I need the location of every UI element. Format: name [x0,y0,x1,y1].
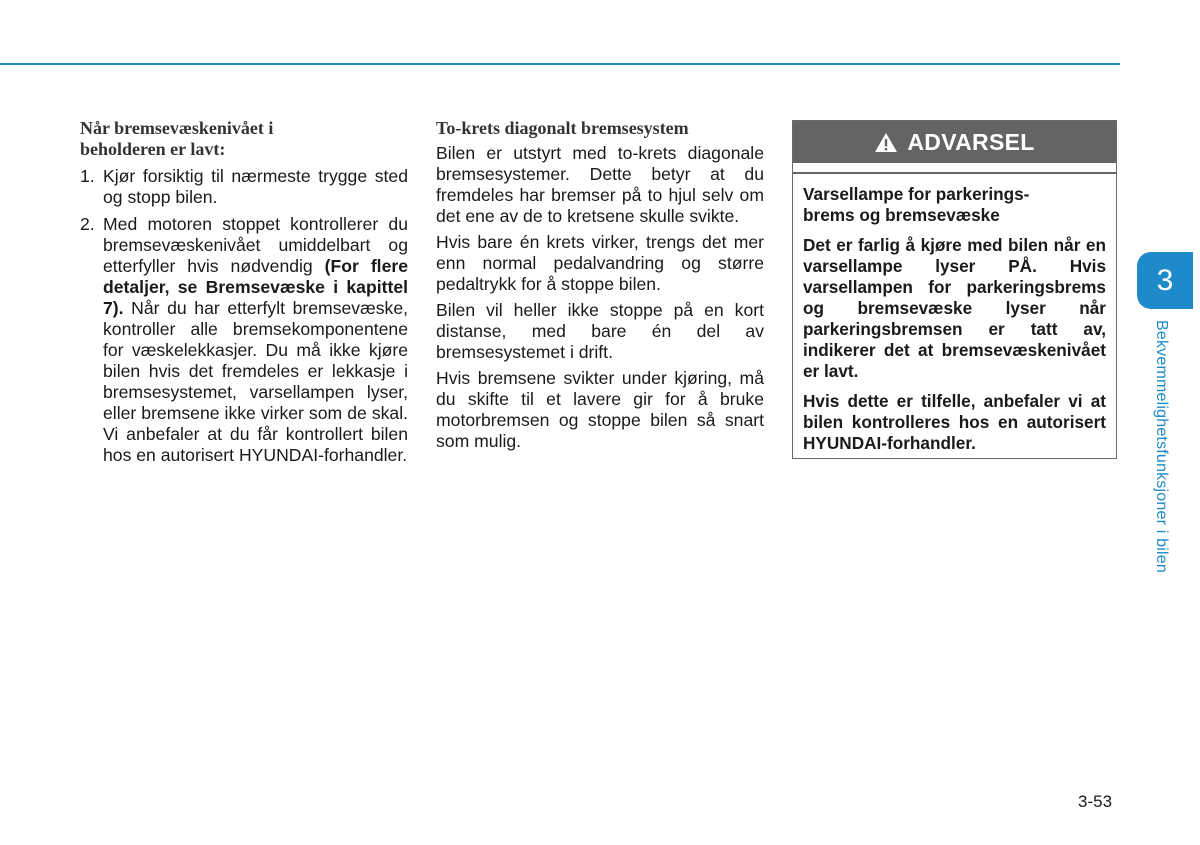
warning-triangle-icon [874,132,898,153]
paragraph: Bilen vil heller ikke stoppe på en kort distanse, med bare én del av bremsesystemet i drift. [436,300,764,362]
step-number: 2. [80,214,95,234]
section-heading-low-fluid [80,118,408,160]
step-text: Kjør forsiktig til nærmeste trygge sted og stopp bilen. [103,166,408,207]
chapter-number: 3 [1156,263,1174,297]
warning-box [792,120,1117,459]
chapter-title: Bekvemmelighetsfunksjoner i bilen [1153,320,1170,573]
heading-line-2: beholderen er lavt: [80,139,226,159]
warning-paragraph: Det er farlig å kjøre med bilen når en varsellampe lyser PÅ. Hvis varsellampen for parkeringsbrems og bremsevæske lyser når parkeringsbremsen er tatt av, indikerer det at bremsevæskenivået er lavt. [803,235,1106,381]
page-number: 3-53 [1078,792,1113,811]
warning-paragraph: Hvis dette er tilfelle, anbefaler vi at bilen kontrolleres hos en autorisert HYUNDAI-forhandler. [803,391,1106,453]
step-text-reference: (For flere detaljer, se Bremsevæske i kapittel 7). [103,256,408,318]
warning-subheading [803,184,1106,226]
chapter-tab [1137,252,1193,309]
warning-title: ADVARSEL [907,128,1035,155]
step-number: 1. [80,166,95,186]
column-diagonal-brake-system [436,118,764,457]
steps-list [80,166,408,466]
step-2 [80,214,408,466]
paragraph: Hvis bare én krets virker, trengs det mer enn normal pedalvandring og større pedaltrykk for å stoppe bilen. [436,232,764,294]
subheading-line-2: brems og bremsevæske [803,205,1000,225]
step-text-before: Med motoren stoppet kontrollerer du bremsevæskenivået umiddelbart og etterfyller hvis nødvendig [103,214,408,276]
step-text-after: Når du har etterfylt bremsevæske, kontroller alle bremsekomponentene for væskelekkasjer. Du må ikke kjøre bilen hvis det fremdeles er lekkasje i bremsesystemet, varsellampen lyser, eller bremsene ikke virker som de skal. Vi anbefaler at du får kontrollert bilen hos en autorisert HYUNDAI-forhandler. [103,298,408,465]
subheading-line-1: Varsellampe for parkerings- [803,184,1030,204]
column-low-brake-fluid [80,118,408,472]
warning-body [793,174,1116,454]
step-1 [80,166,408,208]
heading-line-1: Når bremsevæskenivået i [80,118,274,138]
warning-header [793,121,1116,163]
paragraph: Hvis bremsene svikter under kjøring, må du skifte til et lavere gir for å bruke motorbremsen og stoppe bilen så snart som mulig. [436,368,764,451]
section-heading-diagonal: To-krets diagonalt bremsesystem [436,118,689,138]
header-rule [0,63,1120,65]
paragraph: Bilen er utstyrt med to-krets diagonale bremsesystemer. Dette betyr at du fremdeles har bremser på to hjul selv om det ene av de to kretsene skulle svikte. [436,143,764,226]
